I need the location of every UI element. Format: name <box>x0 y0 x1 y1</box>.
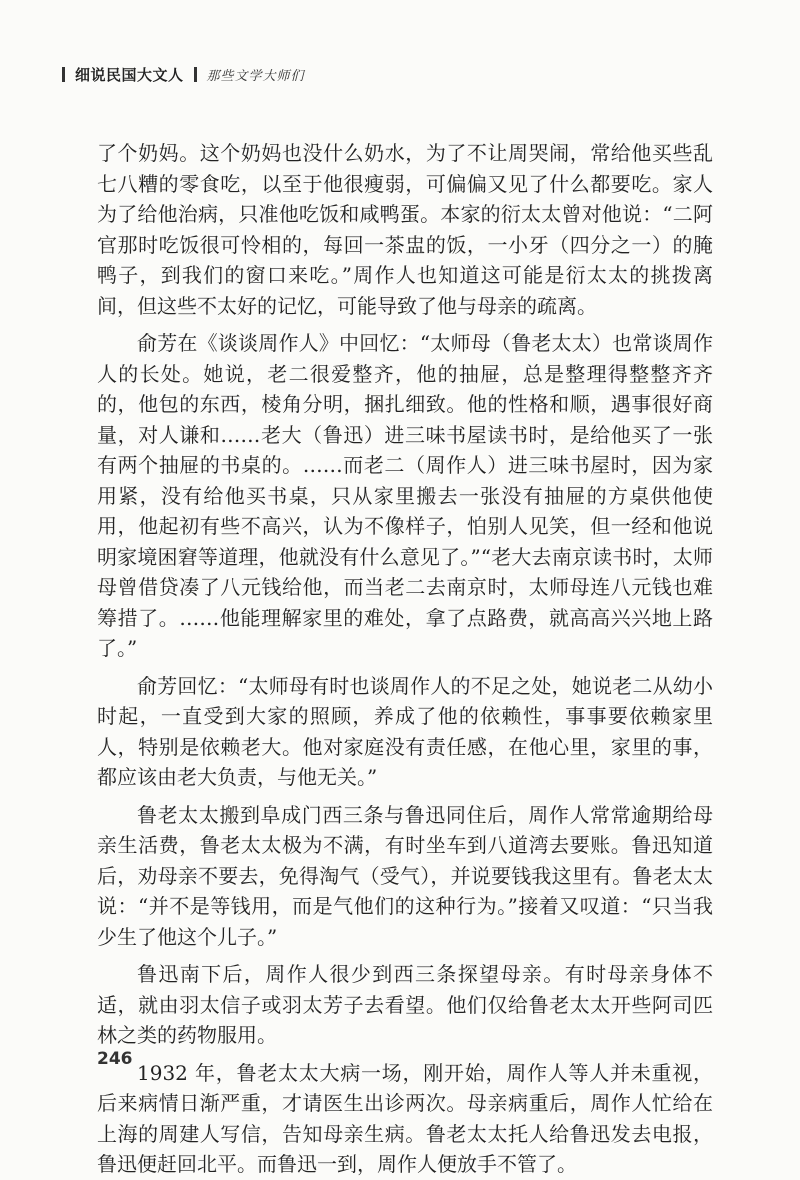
book-title: 细说民国大文人 <box>75 65 184 84</box>
running-header <box>62 62 305 86</box>
page-number: 246 <box>97 1049 133 1069</box>
paragraph: 俞芳在《谈谈周作人》中回忆：“太师母（鲁老太太）也常谈周作人的长处。她说，老二很爱整齐，他的抽屉，总是整理得整整齐齐的，他包的东西，棱角分明，捆扎细致。他的性格和顺，遇事很好商量，对人谦和……老大（鲁迅）进三味书屋读书时，是给他买了一张有两个抽屉的书桌的。……而老二（周作人）进三味书屋时，因为家用紧，没有给他买书桌，只从家里搬去一张没有抽屉的方桌供他使用，他起初有些不高兴，认为不像样子，怕别人见笑，但一经和他说明家境困窘等道理，他就没有什么意见了。”“老大去南京读书时，太师母曾借贷凑了八元钱给他，而当老二去南京时，太师母连八元钱也难筹措了。……他能理解家里的难处，拿了点路费，就高高兴兴地上路了。” <box>97 331 713 660</box>
paragraph: 1932 年，鲁老太太大病一场，刚开始，周作人等人并未重视，后来病情日渐严重，才请医生出诊两次。母亲病重后，周作人忙给在上海的周建人写信，告知母亲生病。鲁老太太托人给鲁迅发去电报，鲁迅便赶回北平。而鲁迅一到，周作人便放手不管了。 <box>97 1060 713 1176</box>
body-text <box>97 138 713 1180</box>
header-divider <box>62 67 65 82</box>
paragraph: 鲁老太太搬到阜成门西三条与鲁迅同住后，周作人常常逾期给母亲生活费，鲁老太太极为不满，有时坐车到八道湾去要账。鲁迅知道后，劝母亲不要去，免得淘气（受气），并说要钱我这里有。鲁老太太说：“并不是等钱用，而是气他们的这种行为。”接着又叹道：“只当我少生了他这个儿子。” <box>97 802 713 949</box>
series-title: 那些文学大师们 <box>206 68 305 84</box>
paragraph: 鲁迅南下后，周作人很少到西三条探望母亲。有时母亲身体不适，就由羽太信子或羽太芳子去看望。他们仅给鲁老太太开些阿司匹林之类的药物服用。 <box>97 962 713 1047</box>
paragraph: 了个奶妈。这个奶妈也没什么奶水，为了不让周哭闹，常给他买些乱七八糟的零食吃，以至于他很瘦弱，可偏偏又见了什么都要吃。家人为了给他治病，只准他吃饭和咸鸭蛋。本家的衍太太曾对他说：“二阿官那时吃饭很可怜相的，每回一茶盅的饭，一小牙（四分之一）的腌鸭子，到我们的窗口来吃。”周作人也知道这可能是衍太太的挑拨离间，但这些不太好的记忆，可能导致了他与母亲的疏离。 <box>97 141 713 318</box>
header-divider <box>194 67 197 82</box>
paragraph: 俞芳回忆：“太师母有时也谈周作人的不足之处，她说老二从幼小时起，一直受到大家的照顾，养成了他的依赖性，事事要依赖家里人，特别是依赖老大。他对家庭没有责任感，在他心里，家里的事，都应该由老大负责，与他无关。” <box>97 673 713 789</box>
